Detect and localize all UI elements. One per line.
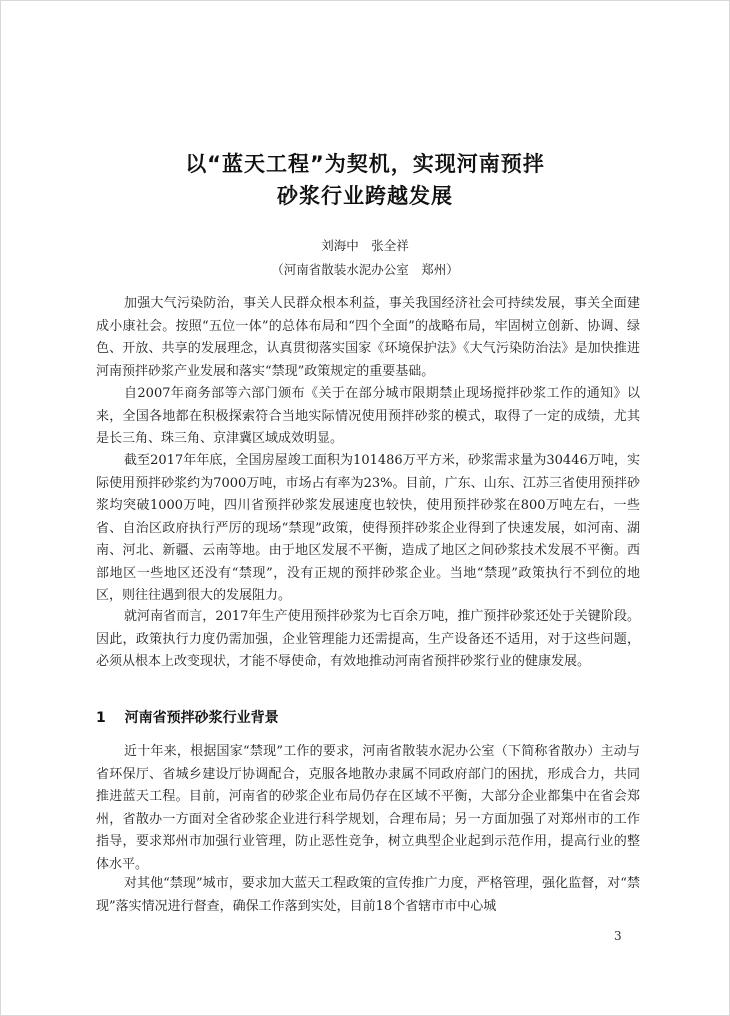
paragraph-1: 加强大气污染防治，事关人民群众根本利益，事关我国经济社会可持续发展，事关全面建成小康社会。按照“五位一体”的总体布局和“四个全面”的战略布局，牢固树立创新、协调、绿色、开放、共享的发展理念，认真贯彻落实国家《环境保护法》《大气污染防治法》是加快推进河南预拌砂浆产业发展和落实“禁现”政策规定的重要基础。 — [96, 296, 640, 379]
affiliation: （河南省散装水泥办公室 郑州） — [271, 262, 459, 277]
paper-title-line-2: 砂浆行业跨越发展 — [277, 184, 453, 208]
paragraph-4: 就河南省而言，2017年生产使用预拌砂浆为七百余万吨，推广预拌砂浆还处于关键阶段。因此，政策执行力度仍需加强，企业管理能力还需提高，生产设备还不适用，对于这些问题，必须从根本上改变现状，才能不辱使命，有效地推动河南省预拌砂浆行业的健康发展。 — [96, 609, 640, 669]
section-number: 1 — [96, 710, 106, 726]
authors: 刘海中 张全祥 — [321, 238, 409, 253]
section-heading — [96, 707, 279, 727]
paragraph-2: 自2007年商务部等六部门颁布《关于在部分城市限期禁止现场搅拌砂浆工作的通知》以来，全国各地都在积极探索符合当地实际情况使用预拌砂浆的模式，取得了一定的成绩，尤其是长三角、珠三角、京津冀区域成效明显。 — [96, 386, 640, 446]
page-number: 3 — [614, 929, 622, 943]
paragraph-6: 对其他“禁现”城市，要求加大蓝天工程政策的宣传推广力度，严格管理，强化监督，对“禁现”落实情况进行督查，确保工作落到实处，目前18个省辖市市中心城 — [96, 876, 640, 914]
paragraph-5: 近十年来，根据国家“禁现”工作的要求，河南省散装水泥办公室（下简称省散办）主动与省环保厅、省城乡建设厅协调配合，克服各地散办隶属不同政府部门的困扰，形成合力，共同推进蓝天工程。目前，河南省的砂浆企业布局仍存在区域不平衡，大部分企业都集中在省会郑州，省散办一方面对全省砂浆企业进行科学规划，合理布局；另一方面加强了对郑州市的工作指导，要求郑州市加强行业管理，防止恶性竞争，树立典型企业起到示范作用，提高行业的整体水平。 — [96, 744, 640, 872]
paragraph-3: 截至2017年年底，全国房屋竣工面积为101486万平方米，砂浆需求量为30446万吨，实际使用预拌砂浆约为7000万吨，市场占有率为23%。目前，广东、山东、江苏三省使用预拌砂浆均突破1000万吨，四川省预拌砂浆发展速度也较快，使用预拌砂浆在800万吨左右，一些省、自治区政府执行严厉的现场“禁现”政策，使得预拌砂浆企业得到了快速发展，如河南、湖南、河北、新疆、云南等地。由于地区发展不平衡，造成了地区之间砂浆技术发展不平衡。西部地区一些地区还没有“禁现”，没有正规的预拌砂浆企业。当地“禁现”政策执行不到位的地区，则往往遇到很大的发展阻力。 — [96, 453, 640, 603]
section-title: 河南省预拌砂浆行业背景 — [124, 710, 279, 726]
paper-title-line-1: 以“蓝天工程”为契机，实现河南预拌 — [185, 152, 545, 176]
